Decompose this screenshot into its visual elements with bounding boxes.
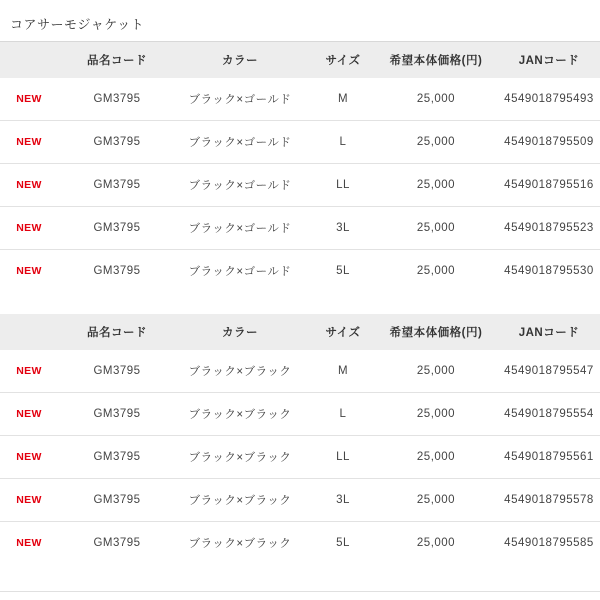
cell-jan: 4549018795530 [504,265,594,277]
table-row [0,350,600,393]
cell-price: 25,000 [416,265,456,277]
cell-price: 25,000 [382,78,490,121]
cell-price: 25,000 [382,350,490,393]
status-badge: NEW [16,93,42,105]
cell-size: LL [304,164,382,207]
cell-jan: 4549018795547 [490,350,600,393]
cell-price: 25,000 [382,393,490,436]
cell-price: 25,000 [416,537,456,549]
cell-color: ブラック×ゴールド [176,121,304,164]
spec-table-gold [0,42,600,292]
table-row [0,479,600,522]
cell-jan: 4549018795509 [490,121,600,164]
status-badge: NEW [16,179,42,191]
cell-code: GM3795 [93,537,141,549]
status-badge: NEW [16,537,42,549]
cell-code: GM3795 [58,350,176,393]
cell-size: M [304,78,382,121]
cell-code: GM3795 [58,207,176,250]
cell-color: ブラック×ゴールド [188,266,292,278]
cell-color: ブラック×ブラック [176,479,304,522]
cell-jan: 4549018795554 [490,393,600,436]
cell-color: ブラック×ブラック [176,393,304,436]
cell-color: ブラック×ゴールド [176,78,304,121]
cell-code: GM3795 [58,164,176,207]
table-header-row [0,314,600,350]
cell-jan: 4549018795516 [490,164,600,207]
cell-size: 3L [304,207,382,250]
status-badge: NEW [16,365,42,377]
footer-divider [0,591,600,592]
table-header-row [0,42,600,78]
status-badge: NEW [16,222,42,234]
cell-jan: 4549018795523 [490,207,600,250]
column-header-color: カラー [176,42,304,78]
cell-size: 5L [336,537,350,549]
cell-color: ブラック×ブラック [188,538,292,550]
cell-size: L [304,121,382,164]
spec-table-black [0,314,600,564]
status-badge: NEW [16,408,42,420]
column-header-code: 品名コード [58,314,176,350]
column-header-size: サイズ [304,314,382,350]
column-header-code: 品名コード [58,42,176,78]
table-row [0,522,600,565]
table-row [0,250,600,293]
column-header-size: サイズ [304,42,382,78]
page-title: コアサーモジャケット [10,17,145,32]
cell-size: 3L [304,479,382,522]
status-badge: NEW [16,136,42,148]
table-row [0,393,600,436]
cell-code: GM3795 [58,479,176,522]
cell-code: GM3795 [93,265,141,277]
cell-price: 25,000 [382,207,490,250]
status-badge: NEW [16,451,42,463]
column-header-badge [0,42,58,78]
status-badge: NEW [16,265,42,277]
cell-price: 25,000 [382,164,490,207]
cell-code: GM3795 [58,121,176,164]
table-row [0,164,600,207]
cell-code: GM3795 [58,78,176,121]
table-row [0,436,600,479]
cell-price: 25,000 [382,479,490,522]
cell-size: LL [304,436,382,479]
column-header-price: 希望本体価格(円) [382,314,490,350]
cell-color: ブラック×ブラック [176,436,304,479]
cell-color: ブラック×ゴールド [176,164,304,207]
column-header-jan: JANコード [490,42,600,78]
cell-jan: 4549018795493 [490,78,600,121]
cell-jan: 4549018795561 [490,436,600,479]
cell-price: 25,000 [382,121,490,164]
cell-jan: 4549018795578 [490,479,600,522]
column-header-price: 希望本体価格(円) [382,42,490,78]
column-header-badge [0,314,58,350]
cell-size: M [304,350,382,393]
column-header-color: カラー [176,314,304,350]
cell-color: ブラック×ゴールド [176,207,304,250]
cell-code: GM3795 [58,393,176,436]
cell-code: GM3795 [58,436,176,479]
table-row [0,78,600,121]
column-header-jan: JANコード [490,314,600,350]
cell-size: L [304,393,382,436]
status-badge: NEW [16,494,42,506]
cell-color: ブラック×ブラック [176,350,304,393]
table-row [0,121,600,164]
cell-jan: 4549018795585 [504,537,594,549]
table-row [0,207,600,250]
cell-size: 5L [336,265,350,277]
cell-price: 25,000 [382,436,490,479]
